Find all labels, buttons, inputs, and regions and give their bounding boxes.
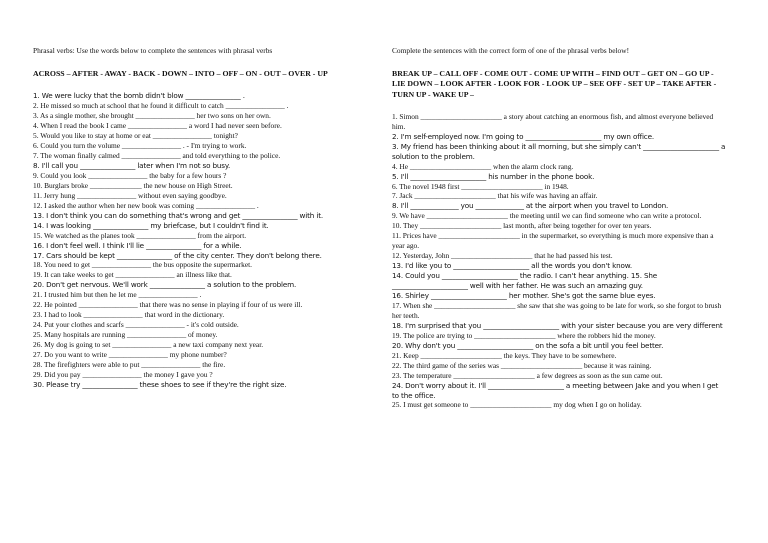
sentence-item: 22. He pointed ________________ that there was no sense in playing if four of us were ill.	[33, 300, 303, 310]
sentence-item: 1. Simon ______________________ a story about catching an enormous fish, and almost everyone believed him.	[392, 111, 714, 131]
sentence-item: 27. Do you want to write ________________ my phone number?	[33, 350, 227, 360]
sentence-item: 6. The novel 1948 first ______________________ in 1948.	[392, 181, 569, 191]
sentence-item: 15. We watched as the planes took ________________ from the airport.	[33, 230, 247, 240]
sentence-item: 20. Why don't you ______________________ on the sofa a bit until you feel better.	[392, 340, 664, 350]
sentence-item: 16. Shirley ______________________ her mother. She's got the same blue eyes.	[392, 291, 656, 300]
sentence-item: 23. I had to look ________________ that word in the dictionary.	[33, 310, 225, 320]
sentence-item: 14. I was looking ________________ my briefcase, but I couldn't find it.	[33, 220, 269, 230]
sentence-item: 3. My friend has been thinking about it all morning, but she simply can't ______________________ a solution to the problem.	[392, 141, 726, 161]
sentence-item: 3. As a single mother, she brought ________________ her two sons on her own.	[33, 111, 271, 121]
sentence-item: 9. We have ______________________ the meeting until we can find someone who can write a protocol.	[392, 211, 702, 221]
sentence-item: 8. I'll ______________ you ______________ at the airport when you travel to London.	[392, 201, 669, 211]
sentence-item: 11. Jerry hung ________________ without even saying goodbye.	[33, 190, 227, 200]
sentence-item: 8. I'll call you ________________ later when I'm not so busy.	[33, 160, 231, 170]
left-instructions: Phrasal verbs: Use the words below to complete the sentences with phrasal verbs	[33, 46, 273, 55]
sentence-item: 13. I'd like you to ______________________ all the words you don't know.	[392, 261, 632, 271]
sentence-item: 2. He missed so much at school that he found it difficult to catch ________________ .	[33, 101, 289, 111]
sentence-item: 29. Did you pay ________________ the money I gave you ?	[33, 369, 213, 379]
left-exercise	[33, 46, 375, 390]
sentence-item: 25. Many hospitals are running ________________ of money.	[33, 330, 218, 340]
right-sentence-list	[392, 112, 726, 411]
left-sentence-list	[33, 91, 375, 390]
right-instructions: Complete the sentences with the correct form of one of the phrasal verbs below!	[392, 46, 630, 55]
sentence-item: 6. Could you turn the volume ________________ . - I'm trying to work.	[33, 141, 247, 151]
sentence-item: 18. You need to get ________________ the bus opposite the supermarket.	[33, 260, 253, 270]
sentence-item: 16. I don't feel well. I think I'll lie ________________ for a while.	[33, 240, 242, 250]
sentence-item: 12. Yesterday, John ______________________ that he had passed his test.	[392, 251, 613, 261]
sentence-item: 5. I'll ______________________ his number in the phone book.	[392, 171, 595, 181]
sentence-item: 1. We were lucky that the bomb didn't blow ________________ .	[33, 91, 245, 101]
sentence-item: 20. Don't get nervous. We'll work ________________ a solution to the problem.	[33, 280, 297, 290]
sentence-item: 19. The police are trying to ______________________ where the robbers hid the money.	[392, 330, 656, 340]
sentence-item: 12. I asked the author when her new book was coming ________________ .	[33, 200, 259, 210]
sentence-item: 24. Don't worry about it. I'll ______________________ a meeting between Jake and you when I get to the office.	[392, 380, 719, 400]
sentence-item: 4. When I read the book I came ________________ a word I had never seen before.	[33, 121, 282, 131]
sentence-item: 24. Put your clothes and scarfs ________________ - it's cold outside.	[33, 320, 239, 330]
sentence-item: 21. Keep ______________________ the keys. They have to be somewhere.	[392, 350, 617, 360]
sentence-item: 23. The temperature ______________________ a few degrees as soon as the sun came out.	[392, 370, 663, 380]
sentence-item: 9. Could you look ________________ the baby for a few hours ?	[33, 170, 227, 180]
sentence-item: 4. He ______________________ when the alarm clock rang.	[392, 161, 574, 171]
sentence-item: 25. I must get someone to ______________________ my dog when I go on holiday.	[392, 400, 642, 410]
sentence-item: 7. Jack ______________________ that his wife was having an affair.	[392, 191, 598, 201]
sentence-item: 19. It can take weeks to get ________________ an illness like that.	[33, 270, 232, 280]
sentence-item: 7. The woman finally calmed ________________ and told everything to the police.	[33, 150, 281, 160]
sentence-item: 22. The third game of the series was ______________________ because it was raining.	[392, 360, 652, 370]
sentence-item: 18. I'm surprised that you ______________________ with your sister because you are very different	[392, 320, 723, 330]
sentence-item: 17. When she ______________________ she saw that she was going to be late for work, so she forgot to brush her teeth.	[392, 300, 722, 320]
sentence-item: 10. They ______________________ last month, after being together for over ten years.	[392, 221, 652, 231]
sentence-item: 13. I don't think you can do something that's wrong and get ________________ with it.	[33, 210, 323, 220]
sentence-item: 21. I trusted him but then he let me ________________ .	[33, 290, 202, 300]
left-word-list: ACROSS – AFTER - AWAY - BACK - DOWN – INTO – OFF – ON - OUT – OVER - UP	[33, 68, 328, 78]
sentence-item: 26. My dog is going to set ________________ a new taxi company next year.	[33, 340, 264, 350]
sentence-item: 14. Could you ______________________ the radio. I can't hear anything. 15. She ______________________ well with her father. He was such an amazing guy.	[392, 271, 658, 291]
sentence-item: 17. Cars should be kept ________________ of the city center. They don't belong there.	[33, 250, 322, 260]
sentence-item: 11. Prices have ______________________ in the supermarket, so everything is much more expensive than a year ago.	[392, 231, 714, 251]
sentence-item: 28. The firefighters were able to put ________________ the fire.	[33, 359, 226, 369]
right-exercise	[392, 46, 726, 410]
sentence-item: 2. I'm self-employed now. I'm going to ______________________ my own office.	[392, 131, 655, 141]
right-word-list: BREAK UP – CALL OFF - COME OUT - COME UP WITH – FIND OUT – GET ON – GO UP - LIE DOWN – LOOK AFTER - LOOK FOR - LOOK UP – SEE OFF - SET UP – TAKE AFTER - TURN UP - WAKE UP –	[392, 68, 717, 99]
sentence-item: 10. Burglars broke ______________ the new house on High Street.	[33, 180, 233, 190]
sentence-item: 5. Would you like to stay at home or eat ________________ tonight?	[33, 131, 238, 141]
sentence-item: 30. Please try ________________ these shoes to see if they're the right size.	[33, 379, 287, 389]
